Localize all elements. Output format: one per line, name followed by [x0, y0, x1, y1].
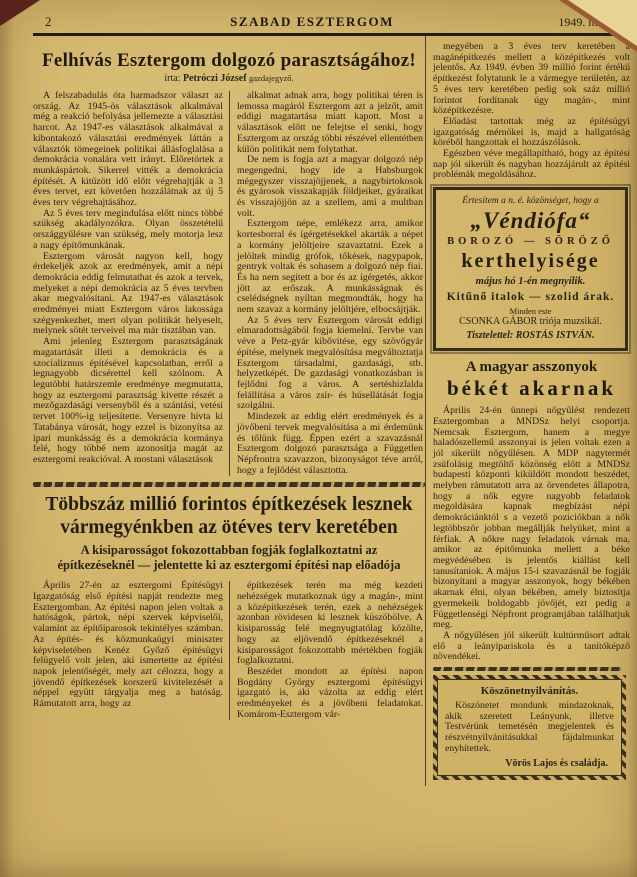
- paragraph: Egészben véve megállapítható, hogy az építési nap jól sikerült és nagyban hozzájárult az építési problémák megoldásához.: [433, 148, 630, 181]
- byline-author: Petróczi József: [182, 73, 247, 84]
- ad-feature: kerthelyisége: [461, 250, 600, 273]
- scan-corner-top-left: [0, 0, 40, 26]
- paragraph: megyében a 3 éves terv keretében a magánépítkezés mellett a középítkezés volt jelentős. Az 1949. évben 39 millió forint értékű építkezést folytatunk le a vármegye területén, az 5 éves terv keretében pedig sok száz millió forintot fordítanak úgy magán-, mint középítkezésre.: [433, 41, 630, 117]
- ad-band: CSONKA GÁBOR triója muzsikál.: [459, 316, 602, 328]
- ad-every-evening: Minden este: [509, 306, 552, 317]
- paragraph: Mindezek az eddig elért eredmények és a jövőbeni tervek megvalósítása a mi érdemünk és tőlünk függ. Éppen ezért a szavazásnál Esztergom dolgozó parasztsága a Független Népfrontra szavazzon, bizonyságot téve arról, hogy a fejlődést választotta.: [237, 411, 423, 476]
- paragraph: Előadást tartottak még az építésügyi igazgatóság mérnökei is, majd a hallgatóság köréből hangzottak el hozzászólások.: [433, 115, 630, 149]
- thanks-signature: Vörös Lajos és családja.: [505, 757, 608, 769]
- ad-venue-type: BOROZÓ — SÖRÖZŐ: [447, 236, 614, 248]
- thanks-notice: [437, 679, 622, 776]
- left-section: [33, 36, 425, 786]
- ad-intro: Értesítem a n. é. közönséget, hogy a: [462, 196, 599, 207]
- article3-headline-line2: békét akarnak: [446, 376, 617, 401]
- paragraph: Beszédet mondott az építési napon Bogdány György esztergomi építésügyi igazgató is, aki vázolta az eddig elért eredményeket és a jövőbeni feladatokat. Komárom-Esztergom vár-: [237, 665, 423, 720]
- paragraph: A felszabadulás óta harmadszor választ az ország. Az 1945-ös választások alkalmával még a reakció befolyása jellemezte a választási harcot. Az 1947-es választások alkalmával a kibontakozó választási eredmények láttán a választók tömegeinek politikai állásfoglalása a demokrácia vonalára vett irányt. Előretörtek a munkáspártok. Sikerrel vitték a demokrácia építését. A kitűzött idő előtt végrehajtják a 3 éves tervet, ezt követően hozzálátnak az új 5 éves terv végrehajtásához.: [33, 90, 223, 209]
- paragraph: Ami jelenleg Esztergom parasztságának magatartását illeti a demokrácia és a szocializmus építésével kapcsolatban, erről a legnagyobb dicsérettel kell szólnom. A legutóbbi határszemle eredménye megmutatta, hogy az esztergomi parasztság kivette részét a mezőgazdasági versenyből és a szántási, vetési tervet 100%-ig teljesítette. Versenyre hívta ki Tatabánya városát, hogy ezzel is bizonyítsa az ipari munkásság és a demokrácia kormánya felé, hogy többé nem azonosítja magát az esztergomi reakcióval. A mostani választások: [33, 336, 223, 465]
- issue-date: 1949. május 1.: [558, 15, 629, 29]
- paragraph: alkalmat adnak arra, hogy politikai téren is lemossa magáról Esztergom azt a jelzőt, amit eddigi magatartása miatt kapott. Most a választások előtt ne felejtse el senki, hogy Esztergom az ország többi részével ellentétben külön politikát nem folytathat.: [237, 90, 423, 155]
- thanks-body: Köszönetet mondunk mindazoknak, akik szeretett Leányunk, illetve Testvérünk temetésén megjelentek és részvétnyilvánításukkal fájdalmunkat enyhítettek.: [445, 700, 614, 754]
- article2-headline: Többszáz millió forintos építkezések lesznek vármegyénkben az ötéves terv keretében: [45, 494, 413, 539]
- ad-venue-name: „Véndiófa“: [470, 208, 591, 234]
- article2-columns: [33, 581, 425, 720]
- article2-column-2: [229, 581, 425, 720]
- article2-column-1: [33, 581, 229, 720]
- paragraph: A nőgyűlésen jól sikerült kultúrműsort adtak elő a leányipariskola és a tanítóképző növendékei.: [433, 629, 630, 663]
- vendiofa-advertisement: [433, 187, 628, 351]
- article-epitkezesek: [33, 493, 425, 720]
- paragraph: építkezések terén ma még kezdeti nehézségek mutatkoznak úgy a magán-, mint a középítkezések terén, ezek a nehézségek azonban rövidesen ki lesznek küszöbölve. A kisiparosság felé megnyugtatólag közölte, hogy az eljövendő építkezéseknél a kisiparosságot fokozottabb mértékben fogják foglalkoztatni.: [237, 580, 423, 667]
- article3-headline-line1: A magyar asszonyok: [465, 359, 598, 376]
- thanks-notice-frame: [433, 675, 626, 780]
- byline-role: gazdajegyző.: [249, 73, 294, 83]
- article1-byline: [33, 73, 425, 84]
- page-header: [33, 14, 633, 36]
- ornamental-rule: [33, 482, 425, 487]
- masthead-title: SZABAD ESZTERGOM: [230, 14, 394, 29]
- ad-offer: Kitűnő italok — szolid árak.: [446, 291, 615, 304]
- article1-columns: [33, 91, 425, 476]
- ad-signature: Tisztelettel: ROSTÁS ISTVÁN.: [466, 330, 595, 342]
- paragraph: Április 27-én az esztergomi Építésügyi Igazgatóság első építési napját rendezte meg Esztergomban. Az építési napon jelen voltak a hatóságok, pártok, népi szervek képviselői, valamint az építőiparosok tekintélyes számban. Az építés- és közmunkaügyi miniszter képviseletében Kenéz Győző építésügyi felügyelő volt jelen, aki ismertette az építési napok jelentőségét, mely azt célozza, hogy a jövendő építkezések korszerű kivitelezését a néppel együtt tárgyalja meg a hatóság. Rámutatott arra, hogy az: [33, 580, 223, 710]
- article-felhivas: [33, 50, 425, 476]
- paragraph: Az 5 éves terv Esztergom városát eddigi elmaradottságából fogja kiemelni. Tervbe van véve a Petz-gyár kibővítése, egy szövőgyár építése, melynek megvalósítása megváltoztatja Esztergom társadalmi, gazdasági, stb. helyzetképét. De gazdasági vonatkozásban is fejlődni fog a város. A sertéshizlalda felállítása a város zsír- és húsellátását fogja szolgálni.: [237, 314, 423, 412]
- article2-continuation: [433, 42, 630, 181]
- ad-opening-date: május hó 1-én megnyílik.: [475, 276, 586, 288]
- paragraph: Esztergom városát nagyon kell, hogy érdekeljék azok az eredmények, amit a népi demokrácia eddig felmutathat és azok a tervek, melyeket a népi demokrácia az 5 éves tervben akar megvalósítani. Az 1947-es választások eredményei miatt Esztergom város lakossága szégyenkezhet, mert olyan politikát helyeselt, melynek sötét terveivel ma már tisztában van.: [33, 250, 223, 337]
- byline-prefix: írta:: [164, 73, 181, 84]
- article2-subhead: A kisiparosságot fokozottabban fogják foglalkoztatni az építkezéseknél — jelentette ki az esztergomi építési nap előadója: [57, 543, 401, 573]
- right-column: [425, 36, 632, 786]
- paragraph: De nem is fogja azt a magyar dolgozó nép megengedni, hogy ide a Habsburgok mégegyszer visszajöjjenek, a nagybirtokosok és gyárosok visszakapják földjeiket, gyáraikat és visszajöjjön az a szellem, ami a multban volt.: [237, 154, 423, 219]
- article-asszonyok: [433, 359, 630, 663]
- folded-corner: [568, 0, 637, 46]
- paragraph: Április 24-én ünnepi nőgyűlést rendezett Esztergomban a MNDSz helyi csoportja. Nemcsak Esztergom, hanem a megye haladószellemű asszonyai is jelen voltak ezen a jól sikerült nőgyűlésen. A MDP nagytermét zsúfolásig megtöltő közönség előtt a MNDSz budapesti központi kiküldött mondott beszédet, melyben rámutatott arra az örvendetes állapotra, hogy a nők egyre nagyobb feladatok megoldására kapnak megbízást népi demokráciánktól s a vezető pozíciókban a nők legtöbbször jobban megállják helyüket, mint a férfiak. A nőkre nagy feladatok várnak ma, amikor az építőmunka mellett a béke megvédésében is jelentős kiállást kell tanusítaniok. A május 15-i szavazásnál be fogják bizonyítani a magyar asszonyok, hogy békében akarnak élni, olyan békében, amely biztosítja gyermekeik boldogabb jövőjét, ezt pedig a Függetlenségi Népfront programjában találhatjuk meg.: [433, 405, 630, 631]
- article1-column-2: [229, 91, 425, 476]
- ornamental-rule: [433, 667, 622, 671]
- article1-column-1: [33, 91, 229, 476]
- article1-headline: Felhívás Esztergom dolgozó parasztságához!: [41, 50, 417, 71]
- paragraph: Esztergom népe, emlékezz arra, amikor kortesborral és ígérgetésekkel akarták a népet a kormány jelöltjeire szavaztatni. Ezek a jelöltek mindig grófok, tőkések, nagypapok, gentryk voltak és sohasem a dolgozó nép fiai. És ha nem segített a bor és az ígérgetés, akkor jött az erőszak. A munkásságnak és cselédségnek nyíltan megmondták, hogy ha nem szavaz a kormány jelöltjére, elbocsájtják.: [237, 218, 423, 316]
- paragraph: Az 5 éves terv megindulása előtt nincs többé szükség akadályozókra. Olyan összetételű országgyűlésre van szükség, mely motorja lesz a nagy építőmunkának.: [33, 207, 223, 251]
- thanks-title: Köszönetnyilvánítás.: [480, 685, 579, 698]
- page-content: [33, 36, 632, 786]
- page-number: 2: [45, 14, 52, 29]
